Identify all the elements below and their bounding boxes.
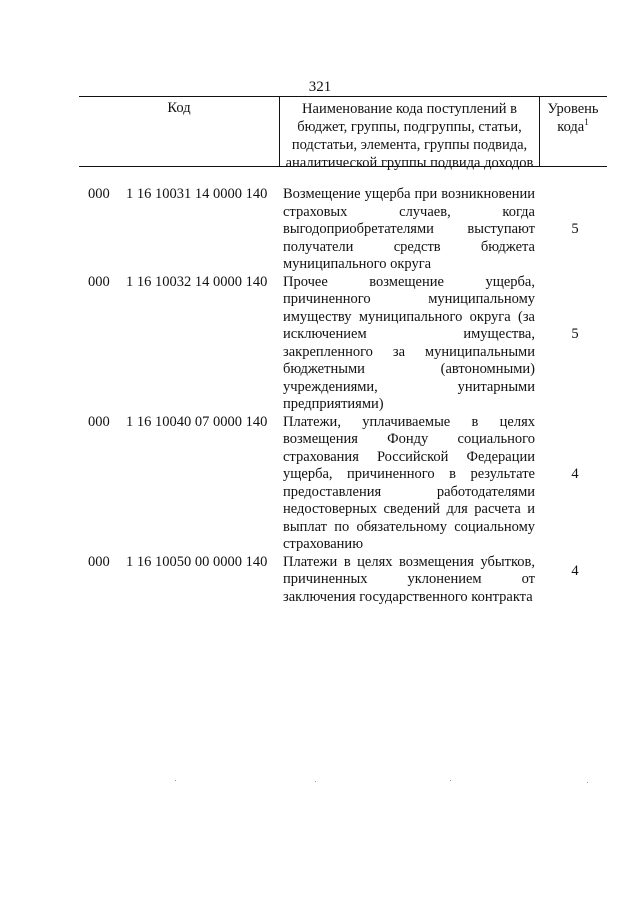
table-row [79,414,607,554]
table-header [79,96,607,171]
admin-code: 000 [88,186,110,202]
revenue-name: Платежи, уплачиваемые в целях возмещения Фонду социального страхования Российской Федерации ущерба, причиненного в результате предоставления работодателями недостоверных сведений для расчета и выплат по обязательному социальному страхованию [283,413,535,552]
header-level [540,100,606,136]
revenue-codes-table [79,96,607,606]
revenue-name: Платежи в целях возмещения убытков, причиненных уклонением от заключения государственного контракта [283,553,535,605]
admin-code: 000 [88,413,110,430]
scan-speckles [175,780,595,784]
table-row [79,186,607,274]
header-code: Код [167,100,191,116]
admin-code: 000 [88,273,110,290]
table-body [79,186,607,606]
code-level: 5 [571,221,579,237]
revenue-code: 1 16 10032 14 0000 140 [126,273,268,290]
table-row [79,554,607,607]
revenue-code: 1 16 10050 00 0000 140 [126,553,268,570]
page-number: 321 [308,79,332,95]
revenue-name: Прочее возмещение ущерба, причиненного муниципальному имуществу муниципального округа (за исключением имущества, закрепленного за муниципальными бюджетными (автономными) учреждениями, унитарными предприятиями) [283,273,535,412]
revenue-code: 1 16 10040 07 0000 140 [126,413,268,430]
header-name: Наименование кода поступлений в бюджет, группы, подгруппы, статьи, подстатьи, элемента, группы подвида, аналитической группы подвида доходов [285,101,534,171]
revenue-name: Возмещение ущерба при возникновении страховых случаев, когда выгодоприобретателями выступают получатели средств бюджета муниципального округа [283,186,535,272]
code-level: 4 [571,562,579,579]
admin-code: 000 [88,553,110,570]
table-row [79,274,607,414]
header-level-footnote: 1 [584,117,589,128]
revenue-code: 1 16 10031 14 0000 140 [126,186,268,202]
header-level-label: Уровень кода [547,101,599,135]
code-level: 4 [571,465,579,482]
code-level: 5 [571,325,579,342]
